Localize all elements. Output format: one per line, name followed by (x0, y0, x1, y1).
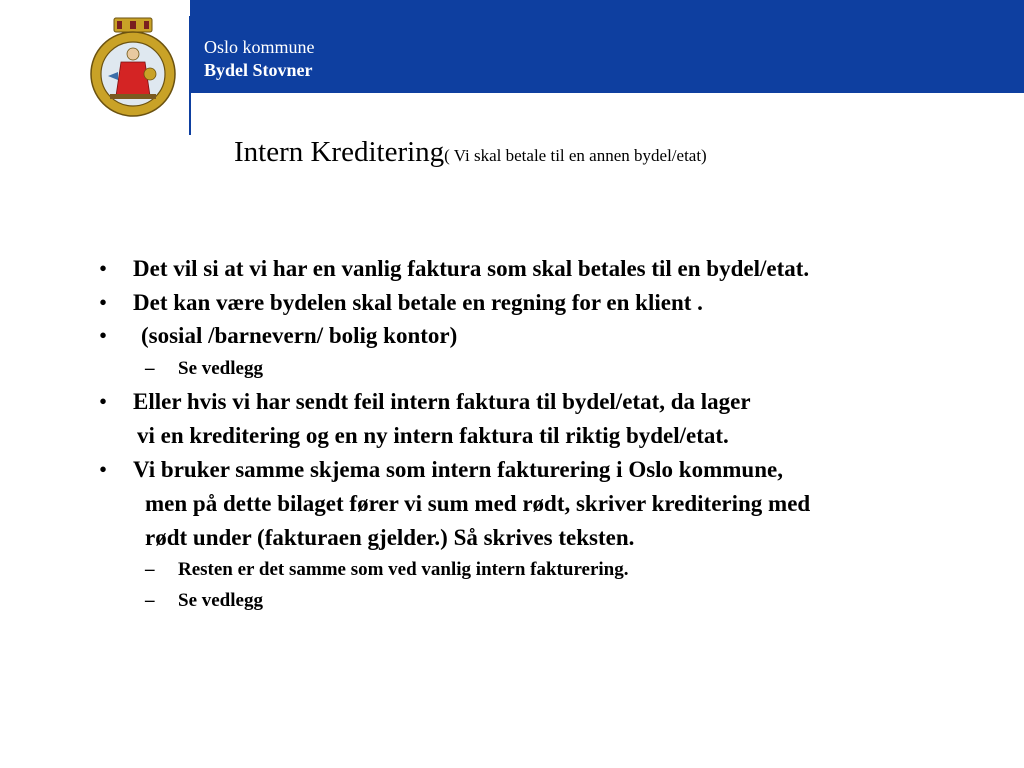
bullet-marker: • (99, 290, 108, 315)
bullet-marker: • (99, 323, 108, 348)
crown-tower-middle (130, 21, 136, 29)
list-item-line: Se vedlegg (178, 590, 263, 611)
list-item-line: rødt under (fakturaen gjelder.) Så skrives teksten. (145, 525, 635, 550)
crown-tower-right (144, 21, 149, 29)
list-item-line: Eller hvis vi har sendt feil intern faktura til bydel/etat, da lager (133, 389, 751, 414)
list-item-line: Det kan være bydelen skal betale en regning for en klient . (133, 290, 703, 315)
saint-head (127, 48, 139, 60)
list-item-line: Se vedlegg (178, 358, 263, 379)
dash-marker: – (145, 590, 155, 611)
bullet-marker: • (99, 256, 108, 281)
slide-title (234, 134, 707, 174)
saint-throne-base (110, 94, 156, 99)
title-main: Intern Kreditering (234, 136, 445, 168)
bullet-marker: • (99, 457, 108, 482)
list-item-line: Vi bruker samme skjema som intern fakturering i Oslo kommune, (133, 457, 783, 482)
organization-name (204, 36, 315, 82)
saint-robe (116, 62, 150, 96)
saint-attribute (144, 68, 156, 80)
dash-marker: – (145, 559, 155, 580)
list-item-line: men på dette bilaget fører vi sum med rødt, skriver kreditering med (145, 491, 811, 516)
crown-tower-left (117, 21, 122, 29)
list-item-line: Resten er det samme som ved vanlig intern fakturering. (178, 559, 629, 580)
title-sub: ( Vi skal betale til en annen bydel/etat) (444, 146, 707, 165)
list-item-line: (sosial /barnevern/ bolig kontor) (141, 323, 458, 348)
bullet-marker: • (99, 389, 108, 414)
org-line-2: Bydel Stovner (204, 60, 313, 80)
header-divider (189, 16, 191, 135)
oslo-kommune-crest-icon (88, 16, 178, 120)
list-item-line: Det vil si at vi har en vanlig faktura som skal betales til en bydel/etat. (133, 256, 810, 281)
org-line-1: Oslo kommune (204, 37, 315, 57)
dash-marker: – (145, 358, 155, 379)
list-item-line: vi en kreditering og en ny intern faktura til riktig bydel/etat. (137, 423, 729, 448)
